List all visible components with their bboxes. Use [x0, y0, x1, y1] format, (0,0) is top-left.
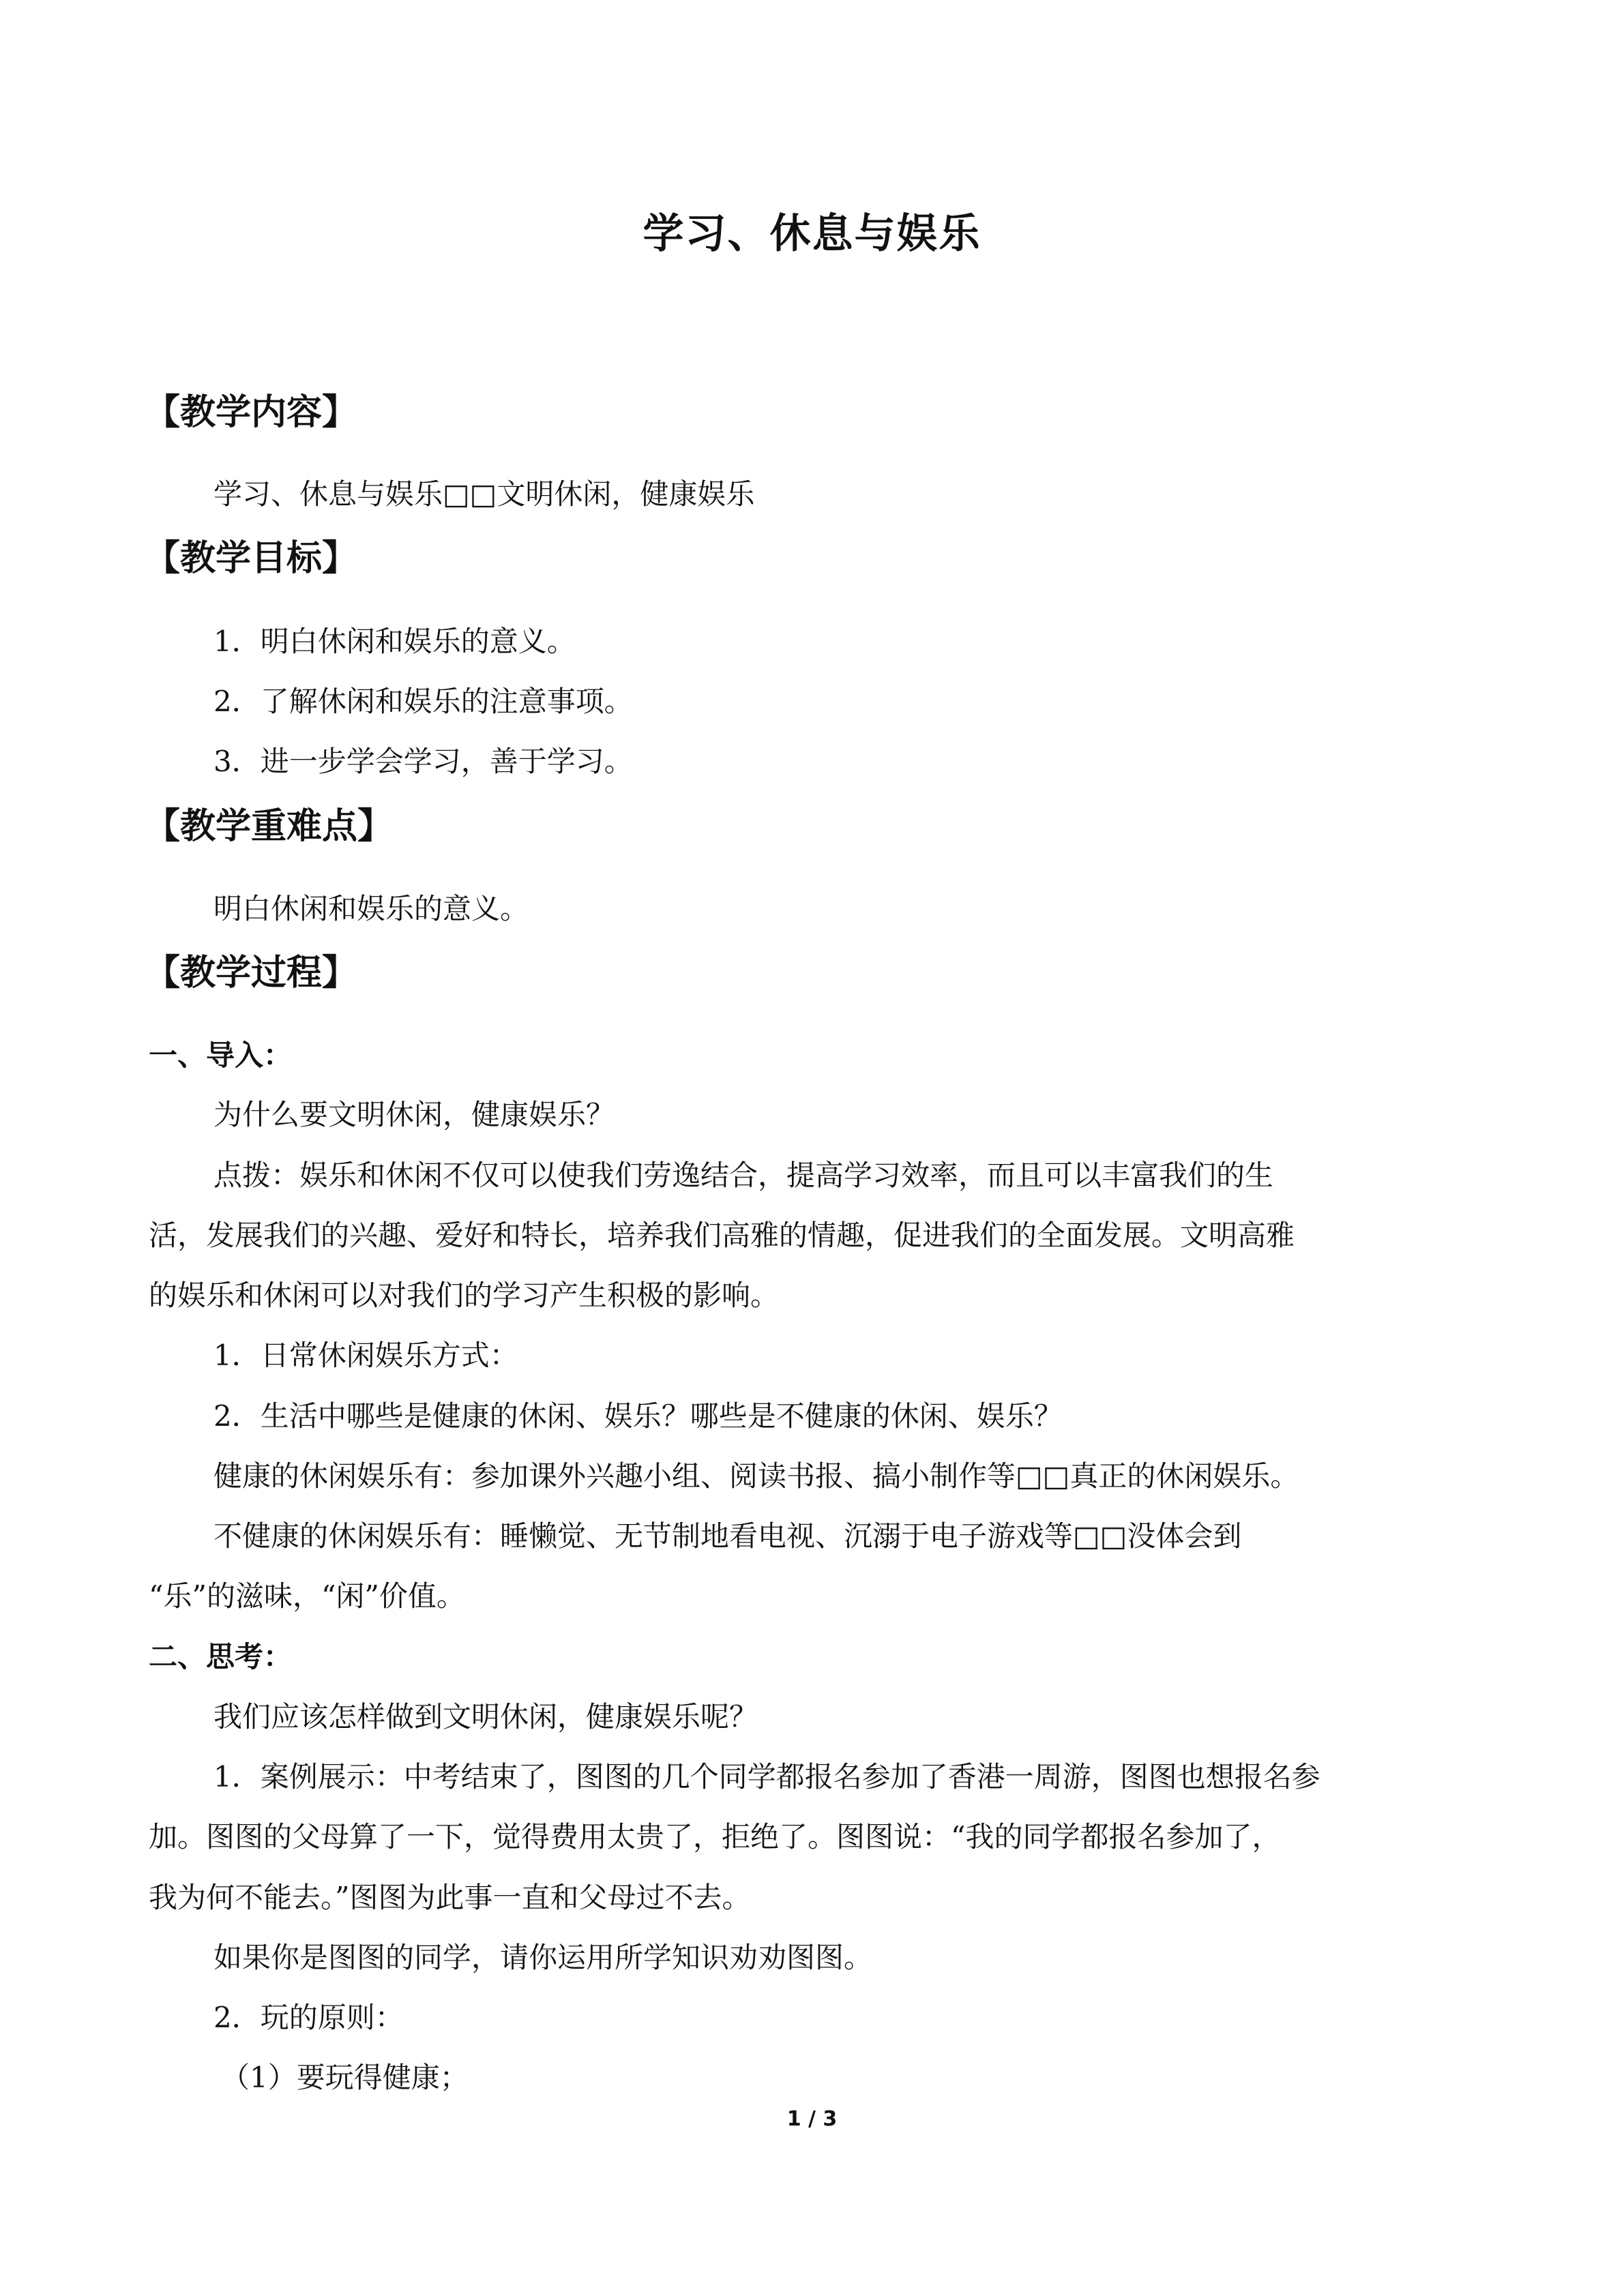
intro-line-4: 的娱乐和休闲可以对我们的学习产生积极的影响。: [149, 1279, 780, 1312]
page-number: 1 / 3: [786, 2107, 838, 2131]
think-line-5: 如果你是图图的同学，请你运用所学知识劝劝图图。: [213, 1941, 873, 1974]
section-heading-process: 【教学过程】: [145, 953, 358, 994]
think-line-4: 我为何不能去。”图图为此事一直和父母过不去。: [149, 1881, 751, 1914]
subheading-think: 二、思考：: [149, 1640, 293, 1673]
goal-item-1: 1．明白休闲和娱乐的意义。: [213, 625, 576, 658]
intro-line-8: 不健康的休闲娱乐有：睡懒觉、无节制地看电视、沉溺于电子游戏等□□没体会到: [213, 1519, 1242, 1553]
subheading-intro: 一、导入：: [149, 1039, 293, 1072]
keypoint-line: 明白休闲和娱乐的意义。: [213, 892, 529, 925]
intro-line-5: 1．日常休闲娱乐方式：: [213, 1339, 518, 1372]
intro-line-9: “乐”的滋味，“闲”价值。: [149, 1579, 465, 1613]
think-line-3: 加。图图的父母算了一下，觉得费用太贵了，拒绝了。图图说：“我的同学都报名参加了，: [149, 1820, 1281, 1853]
intro-line-3: 活，发展我们的兴趣、爱好和特长，培养我们高雅的情趣，促进我们的全面发展。文明高雅: [149, 1219, 1295, 1252]
intro-line-6: 2．生活中哪些是健康的休闲、娱乐？哪些是不健康的休闲、娱乐？: [213, 1399, 1063, 1433]
goal-item-2: 2．了解休闲和娱乐的注意事项。: [213, 685, 633, 718]
content-line: 学习、休息与娱乐□□文明休闲，健康娱乐: [213, 477, 755, 511]
section-heading-goals: 【教学目标】: [145, 538, 358, 579]
think-line-6: 2．玩的原则：: [213, 2001, 404, 2034]
intro-line-2: 点拨：娱乐和休闲不仅可以使我们劳逸结合，提高学习效率，而且可以丰富我们的生: [213, 1159, 1274, 1192]
think-line-1: 我们应该怎样做到文明休闲，健康娱乐呢？: [213, 1700, 758, 1733]
goal-item-3: 3．进一步学会学习，善于学习。: [213, 745, 633, 778]
document-title: 学习、休息与娱乐: [643, 210, 981, 258]
intro-line-7: 健康的休闲娱乐有：参加课外兴趣小组、阅读书报、搞小制作等□□真正的休闲娱乐。: [213, 1459, 1299, 1493]
section-heading-content: 【教学内容】: [145, 392, 358, 433]
think-line-2: 1．案例展示：中考结束了，图图的几个同学都报名参加了香港一周游，图图也想报名参: [213, 1760, 1320, 1793]
think-line-7: （1）要玩得健康；: [221, 2061, 469, 2094]
intro-line-1: 为什么要文明休闲，健康娱乐？: [213, 1098, 615, 1131]
section-heading-keypoints: 【教学重难点】: [145, 806, 394, 847]
